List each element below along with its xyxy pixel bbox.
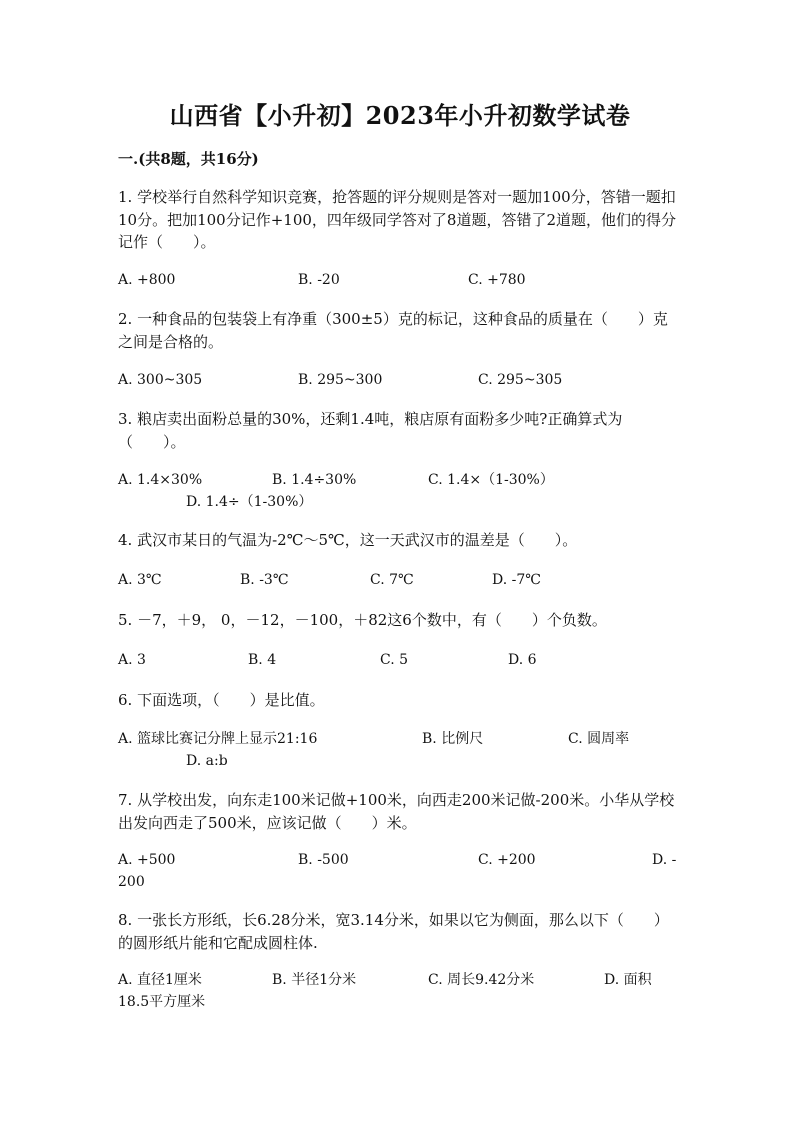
question-6-stem: 6. 下面选项，（ ）是比值。 [118,691,325,709]
question-5-stem: 5. －7，＋9， 0，－12，－100，＋82这6个数中，有（ ）个负数。 [118,611,607,629]
question-3-option-c: C. 1.4×（1-30%） [428,472,554,488]
question-5-option-b: B. 4 [248,652,277,668]
question-4-option-a: A. 3℃ [118,572,162,588]
question-7-option-d-continued: 200 [118,874,145,890]
question-1-option-c: C. +780 [468,272,526,288]
question-7-option-b: B. -500 [298,852,349,868]
question-8-option-d-continued: 18.5平方厘米 [118,994,206,1010]
question-3-option-d: D. 1.4÷（1-30%） [186,494,313,510]
question-7-option-c: C. +200 [478,852,536,868]
question-8-option-c: C. 周长9.42分米 [428,972,535,988]
question-4-stem: 4. 武汉市某日的气温为-2℃～5℃，这一天武汉市的温差是（ ）。 [118,531,578,549]
question-6-option-b: B. 比例尺 [422,731,484,747]
question-5-option-a: A. 3 [118,652,146,668]
question-6-option-d: D. a:b [186,753,228,769]
question-4-option-b: B. -3℃ [240,572,289,588]
question-2-option-b: B. 295~300 [298,372,383,388]
question-8-option-a: A. 直径1厘米 [118,972,202,988]
question-8-option-d: D. 面积 [604,972,652,988]
question-8-stem: 8. 一张长方形纸，长6.28分米，宽3.14分米，如果以它为侧面，那么以下（ ）的圆形纸片能和它配成圆柱体. [118,911,669,952]
question-3-option-b: B. 1.4÷30% [272,472,357,488]
question-2-option-a: A. 300~305 [118,372,203,388]
question-1-option-a: A. +800 [118,272,176,288]
question-1-option-b: B. -20 [298,272,340,288]
question-7-stem: 7. 从学校出发，向东走100米记做+100米，向西走200米记做-200米。小华从学校出发向西走了500米，应该记做（ ）米。 [118,791,675,832]
question-6-option-c: C. 圆周率 [568,731,630,747]
question-7-option-a: A. +500 [118,852,176,868]
page-title: 山西省【小升初】2023年小升初数学试卷 [169,101,631,130]
question-5-option-c: C. 5 [380,652,409,668]
question-6-option-a: A. 篮球比赛记分牌上显示21:16 [118,731,318,747]
question-2-option-c: C. 295~305 [478,372,563,388]
question-2-stem: 2. 一种食品的包装袋上有净重（300±5）克的标记，这种食品的质量在（ ）克之间是合格的。 [118,310,668,351]
question-4-option-d: D. -7℃ [492,572,541,588]
question-1-stem: 1. 学校举行自然科学知识竞赛，抢答题的评分规则是答对一题加100分，答错一题扣10分。把加100分记作+100，四年级同学答对了8道题，答错了2道题，他们的得分记作（ ）。 [118,188,677,251]
question-4-option-c: C. 7℃ [370,572,414,588]
question-5-option-d: D. 6 [508,652,537,668]
question-7-option-d: D. - [652,852,677,868]
question-8-option-b: B. 半径1分米 [272,972,357,988]
question-3-option-a: A. 1.4×30% [118,472,203,488]
section-heading: 一.(共8题，共16分) [118,150,259,168]
question-3-stem: 3. 粮店卖出面粉总量的30%，还剩1.4吨，粮店原有面粉多少吨?正确算式为（ ）。 [118,410,623,451]
